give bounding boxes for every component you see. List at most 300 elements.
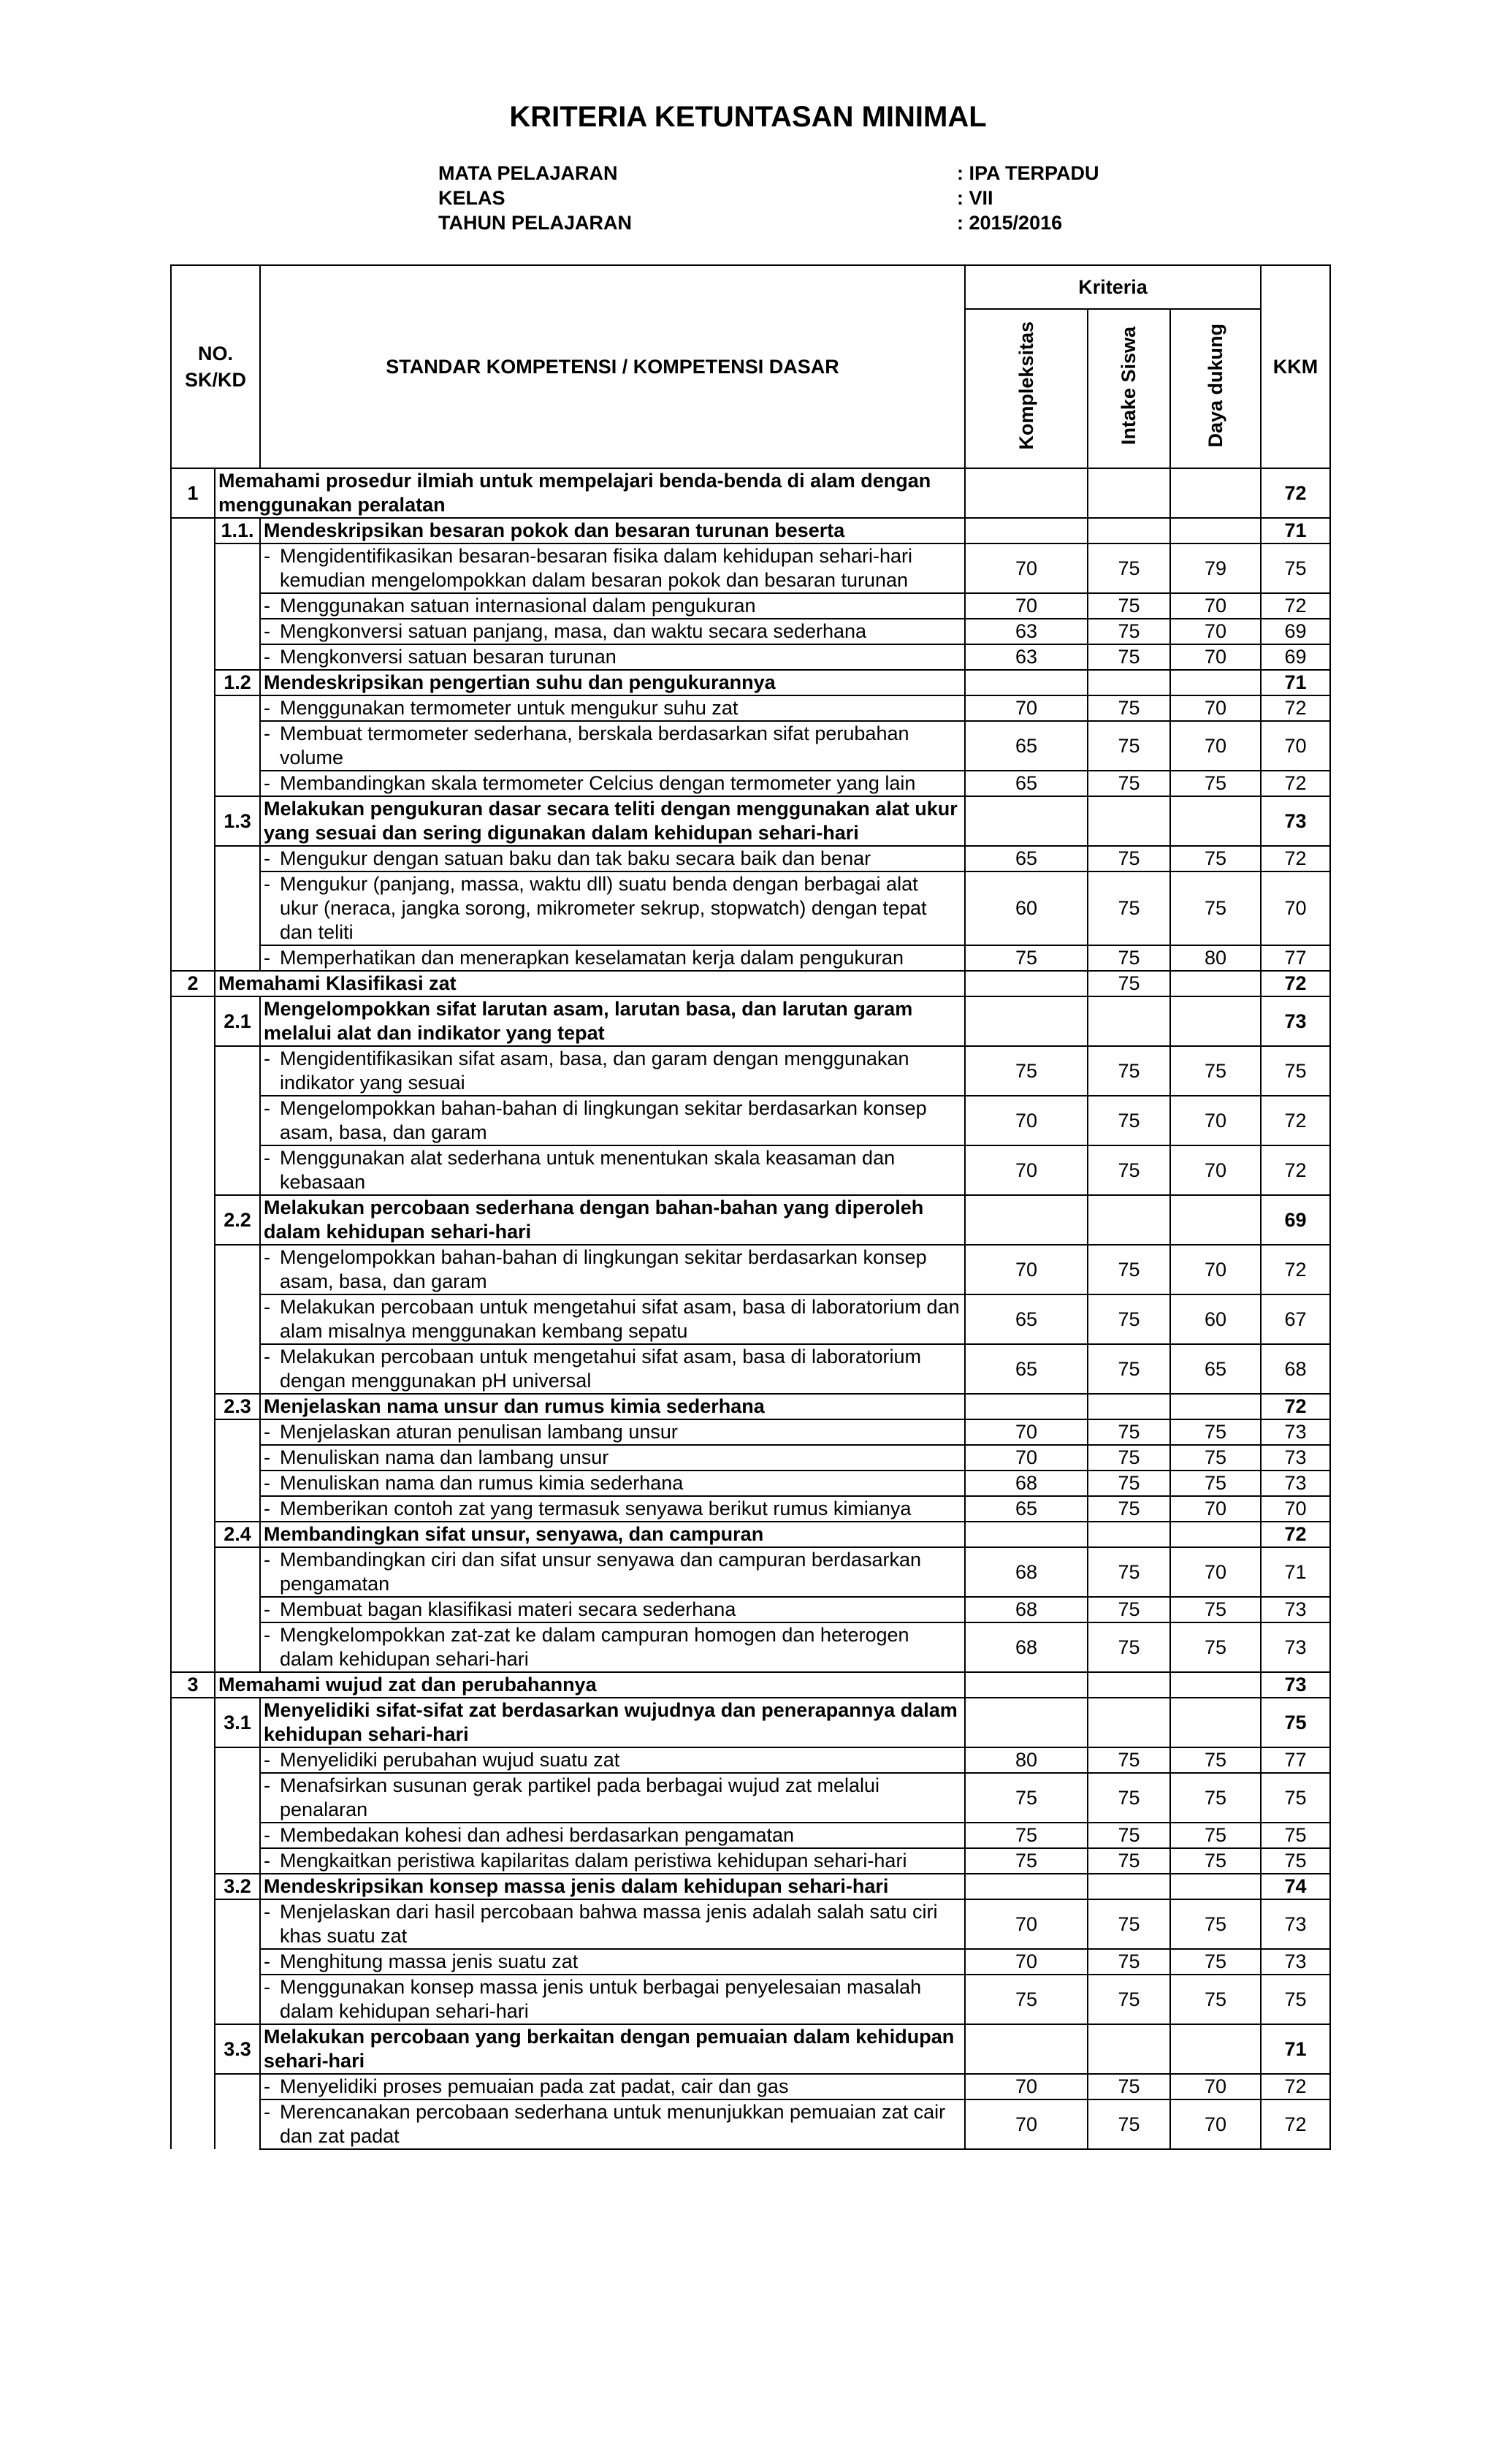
indicator: [264, 1497, 961, 1521]
value-daya: 70: [1170, 1145, 1261, 1195]
table-row: [171, 1245, 1330, 1294]
value-intake: 75: [1088, 619, 1170, 644]
table-row: [171, 1949, 1330, 1975]
value-intake: 75: [1088, 1773, 1170, 1823]
value-daya: 75: [1170, 1597, 1261, 1622]
value-kompleksitas: [965, 796, 1088, 846]
indicator: [264, 1345, 961, 1393]
value-daya: [1170, 670, 1261, 695]
indicator-cell: [260, 1899, 965, 1949]
value-kompleksitas: 63: [965, 644, 1088, 670]
value-intake: 75: [1088, 1975, 1170, 2024]
value-kkm: 69: [1261, 644, 1330, 670]
value-kkm: 73: [1261, 1597, 1330, 1622]
value-kkm: 73: [1261, 1419, 1330, 1445]
value-intake: 75: [1088, 1622, 1170, 1672]
value-daya: 75: [1170, 1747, 1261, 1773]
dash-bullet: -: [264, 1850, 271, 1872]
value-kompleksitas: 70: [965, 1245, 1088, 1294]
value-kkm: 67: [1261, 1294, 1330, 1344]
header-kriteria: Kriteria: [965, 265, 1261, 309]
value-kompleksitas: 65: [965, 1294, 1088, 1344]
dash-bullet: -: [264, 1147, 271, 1169]
kd-text: Mendeskripsikan besaran pokok dan besaran turunan beserta: [260, 518, 965, 543]
value-intake: 75: [1088, 1496, 1170, 1522]
value-kompleksitas: 75: [965, 945, 1088, 971]
indicator-text: Mengelompokkan bahan-bahan di lingkungan sekitar berdasarkan konsep asam, basa, dan garam: [280, 1097, 927, 1143]
value-kkm: 75: [1261, 1046, 1330, 1096]
dash-bullet: -: [264, 1774, 271, 1796]
indicator-cell: [260, 1949, 965, 1975]
sk-text: Memahami prosedur ilmiah untuk mempelajari benda-benda di alam dengan menggunakan peralatan: [215, 468, 965, 518]
table-row: [171, 1195, 1330, 1245]
blank-cell: [171, 1823, 215, 1848]
value-kkm: 72: [1261, 1394, 1330, 1419]
dash-bullet: -: [264, 1246, 271, 1268]
indicator: [264, 1146, 961, 1194]
value-intake: [1088, 1874, 1170, 1899]
value-daya: 75: [1170, 771, 1261, 796]
value-kompleksitas: 65: [965, 771, 1088, 796]
value-kompleksitas: 75: [965, 1046, 1088, 1096]
value-daya: 70: [1170, 1096, 1261, 1145]
dash-bullet: -: [264, 1976, 271, 1998]
value-daya: 80: [1170, 945, 1261, 971]
dash-bullet: -: [264, 1296, 271, 1318]
indicator-cell: [260, 1747, 965, 1773]
value-kkm: 75: [1261, 1975, 1330, 2024]
page-title: KRITERIA KETUNTASAN MINIMAL: [509, 101, 987, 133]
value-daya: 70: [1170, 2099, 1261, 2149]
value-kompleksitas: [965, 518, 1088, 543]
table-row: [171, 1522, 1330, 1547]
value-daya: [1170, 518, 1261, 543]
value-kompleksitas: 70: [965, 1899, 1088, 1949]
value-intake: 75: [1088, 1597, 1170, 1622]
value-daya: 75: [1170, 1949, 1261, 1975]
table-row: [171, 1145, 1330, 1195]
blank-cell: [215, 695, 260, 721]
value-kkm: 72: [1261, 1522, 1330, 1547]
value-intake: [1088, 996, 1170, 1046]
value-intake: 75: [1088, 1949, 1170, 1975]
value-kkm: 73: [1261, 996, 1330, 1046]
value-kkm: 73: [1261, 796, 1330, 846]
value-daya: 75: [1170, 871, 1261, 945]
blank-cell: [171, 945, 215, 971]
blank-cell: [215, 1547, 260, 1597]
indicator-cell: [260, 1245, 965, 1294]
table-row: [171, 644, 1330, 670]
dash-bullet: -: [264, 2075, 271, 2097]
value-kkm: 74: [1261, 1874, 1330, 1899]
indicator: [264, 645, 961, 669]
value-kkm: 73: [1261, 1445, 1330, 1471]
blank-cell: [171, 1597, 215, 1622]
value-kompleksitas: 80: [965, 1747, 1088, 1773]
indicator-text: Memperhatikan dan menerapkan keselamatan kerja dalam pengukuran: [280, 947, 904, 969]
value-kkm: 70: [1261, 871, 1330, 945]
dash-bullet: -: [264, 545, 271, 567]
value-daya: 75: [1170, 846, 1261, 871]
indicator: [264, 1420, 961, 1444]
blank-cell: [171, 1294, 215, 1344]
blank-cell: [171, 1471, 215, 1496]
value-daya: [1170, 1394, 1261, 1419]
value-kompleksitas: [965, 670, 1088, 695]
value-daya: [1170, 2024, 1261, 2074]
indicator: [264, 1975, 961, 2024]
value-kkm: 75: [1261, 1698, 1330, 1747]
value-daya: 70: [1170, 721, 1261, 771]
meta-value: : 2015/2016: [957, 212, 1063, 234]
meta-row: [438, 212, 1099, 237]
value-kompleksitas: 68: [965, 1471, 1088, 1496]
dash-bullet: -: [264, 722, 271, 744]
kd-number: 1.2: [215, 670, 260, 695]
blank-cell: [215, 1899, 260, 1949]
blank-cell: [171, 796, 215, 846]
indicator-cell: [260, 593, 965, 619]
indicator: [264, 1047, 961, 1095]
table-row: [171, 2074, 1330, 2099]
value-kompleksitas: 70: [965, 2099, 1088, 2149]
blank-cell: [171, 1394, 215, 1419]
value-intake: 75: [1088, 644, 1170, 670]
blank-cell: [215, 1848, 260, 1874]
value-kkm: 69: [1261, 619, 1330, 644]
value-daya: 75: [1170, 1848, 1261, 1874]
blank-cell: [171, 1747, 215, 1773]
blank-cell: [171, 721, 215, 771]
indicator: [264, 1849, 961, 1873]
table-row: [171, 619, 1330, 644]
blank-cell: [171, 1899, 215, 1949]
value-daya: [1170, 971, 1261, 996]
value-kkm: 72: [1261, 468, 1330, 518]
value-kkm: 72: [1261, 771, 1330, 796]
indicator-cell: [260, 1294, 965, 1344]
value-kompleksitas: 70: [965, 1445, 1088, 1471]
value-daya: 70: [1170, 695, 1261, 721]
value-intake: [1088, 1195, 1170, 1245]
value-intake: 75: [1088, 871, 1170, 945]
value-intake: 75: [1088, 945, 1170, 971]
meta-label: TAHUN PELAJARAN: [438, 212, 633, 234]
indicator-cell: [260, 695, 965, 721]
header-daya: Daya dukung: [1170, 309, 1261, 468]
indicator: [264, 696, 961, 720]
indicator-text: Menggunakan termometer untuk mengukur suhu zat: [280, 697, 739, 719]
table-row: [171, 1672, 1330, 1698]
kd-number: 2.1: [215, 996, 260, 1046]
dash-bullet: -: [264, 595, 271, 617]
header-intake: Intake Siswa: [1088, 309, 1170, 468]
table-row: [171, 721, 1330, 771]
table-row: [171, 543, 1330, 593]
indicator-text: Menghitung massa jenis suatu zat: [280, 1950, 579, 1972]
value-daya: [1170, 1522, 1261, 1547]
indicator-cell: [260, 945, 965, 971]
meta-value: : VII: [957, 187, 993, 209]
dash-bullet: -: [264, 1749, 271, 1771]
value-kkm: 68: [1261, 1344, 1330, 1394]
indicator-cell: [260, 619, 965, 644]
indicator-text: Membuat bagan klasifikasi materi secara sederhana: [280, 1598, 736, 1620]
value-kompleksitas: 65: [965, 846, 1088, 871]
blank-cell: [215, 1445, 260, 1471]
indicator-text: Mengukur dengan satuan baku dan tak baku secara baik dan benar: [280, 847, 871, 869]
table-row: [171, 1294, 1330, 1344]
indicator-text: Menggunakan satuan internasional dalam pengukuran: [280, 595, 756, 617]
value-intake: 75: [1088, 1344, 1170, 1394]
value-daya: 75: [1170, 1773, 1261, 1823]
value-kompleksitas: [965, 2024, 1088, 2074]
value-daya: 60: [1170, 1294, 1261, 1344]
value-daya: 70: [1170, 644, 1261, 670]
kd-number: 2.2: [215, 1195, 260, 1245]
value-kkm: 73: [1261, 1899, 1330, 1949]
value-intake: 75: [1088, 1419, 1170, 1445]
value-kompleksitas: 70: [965, 1949, 1088, 1975]
value-daya: 75: [1170, 1046, 1261, 1096]
indicator-cell: [260, 1773, 965, 1823]
kd-number: 2.4: [215, 1522, 260, 1547]
table-row: [171, 1419, 1330, 1445]
value-daya: [1170, 796, 1261, 846]
table-row: [171, 1747, 1330, 1773]
kkm-table: [170, 264, 1331, 2150]
indicator: [264, 1623, 961, 1671]
indicator: [264, 1246, 961, 1294]
indicator: [264, 722, 961, 770]
indicator-text: Melakukan percobaan untuk mengetahui sifat asam, basa di laboratorium dengan menggunakan pH universal: [280, 1346, 922, 1392]
value-intake: 75: [1088, 771, 1170, 796]
value-intake: [1088, 1698, 1170, 1747]
sk-text: Memahami Klasifikasi zat: [215, 971, 965, 996]
value-kkm: 72: [1261, 1096, 1330, 1145]
blank-cell: [171, 2024, 215, 2074]
table-row: [171, 1899, 1330, 1949]
blank-cell: [171, 1419, 215, 1445]
kd-number: 1.1.: [215, 518, 260, 543]
indicator-cell: [260, 1445, 965, 1471]
indicator-text: Mengukur (panjang, massa, waktu dll) suatu benda dengan berbagai alat ukur (neraca, jangka sorong, mikrometer sekrup, stopwatch) dengan tepat dan teliti: [280, 873, 927, 943]
value-daya: 79: [1170, 543, 1261, 593]
indicator-cell: [260, 1046, 965, 1096]
indicator-cell: [260, 2099, 965, 2149]
value-kompleksitas: [965, 971, 1088, 996]
value-kkm: 72: [1261, 695, 1330, 721]
value-kompleksitas: 70: [965, 1145, 1088, 1195]
blank-cell: [215, 1471, 260, 1496]
blank-cell: [215, 1344, 260, 1394]
value-daya: 70: [1170, 1245, 1261, 1294]
table-row: [171, 1597, 1330, 1622]
value-kkm: 72: [1261, 1145, 1330, 1195]
blank-cell: [171, 1547, 215, 1597]
value-kompleksitas: 75: [965, 1848, 1088, 1874]
value-daya: 70: [1170, 619, 1261, 644]
indicator-cell: [260, 1496, 965, 1522]
value-kkm: 71: [1261, 1547, 1330, 1597]
indicator: [264, 872, 961, 945]
blank-cell: [171, 644, 215, 670]
indicator-text: Mengkonversi satuan panjang, masa, dan waktu secara sederhana: [280, 620, 867, 642]
sk-number: 3: [171, 1672, 215, 1698]
blank-cell: [171, 1622, 215, 1672]
table-row: [171, 1823, 1330, 1848]
blank-cell: [215, 1622, 260, 1672]
header-no: NO. SK/KD: [171, 265, 260, 468]
value-kkm: 75: [1261, 1823, 1330, 1848]
kd-text: Melakukan pengukuran dasar secara teliti dengan menggunakan alat ukur yang sesuai dan sering digunakan dalam kehidupan sehari-hari: [260, 796, 965, 846]
sk-number: 1: [171, 468, 215, 518]
value-intake: 75: [1088, 543, 1170, 593]
blank-cell: [171, 1496, 215, 1522]
indicator: [264, 2100, 961, 2148]
value-kompleksitas: 70: [965, 695, 1088, 721]
value-kompleksitas: [965, 1394, 1088, 1419]
blank-cell: [171, 518, 215, 543]
indicator-cell: [260, 771, 965, 796]
blank-cell: [171, 1245, 215, 1294]
blank-cell: [215, 1773, 260, 1823]
indicator-text: Mengkaitkan peristiwa kapilaritas dalam peristiwa kehidupan sehari-hari: [280, 1850, 907, 1872]
value-kkm: 75: [1261, 1848, 1330, 1874]
indicator-cell: [260, 1419, 965, 1445]
indicator-cell: [260, 1975, 965, 2024]
value-daya: 75: [1170, 1899, 1261, 1949]
value-intake: 75: [1088, 1145, 1170, 1195]
indicator-cell: [260, 1344, 965, 1394]
value-kompleksitas: [965, 1522, 1088, 1547]
table-row: [171, 2024, 1330, 2074]
table-row: [171, 945, 1330, 971]
value-kompleksitas: 70: [965, 543, 1088, 593]
value-daya: [1170, 1698, 1261, 1747]
value-kkm: 72: [1261, 593, 1330, 619]
dash-bullet: -: [264, 1950, 271, 1972]
indicator-text: Melakukan percobaan untuk mengetahui sifat asam, basa di laboratorium dan alam misalnya menggunakan kembang sepatu: [280, 1296, 960, 1342]
dash-bullet: -: [264, 772, 271, 794]
blank-cell: [171, 771, 215, 796]
blank-cell: [215, 543, 260, 593]
header-kompleksitas: Kompleksitas: [965, 309, 1088, 468]
value-intake: 75: [1088, 1899, 1170, 1949]
dash-bullet: -: [264, 1598, 271, 1620]
table-row: [171, 1096, 1330, 1145]
value-daya: 75: [1170, 1445, 1261, 1471]
meta-label: MATA PELAJARAN: [438, 162, 618, 184]
indicator: [264, 619, 961, 644]
table-row: [171, 695, 1330, 721]
value-kkm: 70: [1261, 721, 1330, 771]
value-daya: 70: [1170, 593, 1261, 619]
blank-cell: [171, 1046, 215, 1096]
blank-cell: [215, 593, 260, 619]
indicator-text: Mengkelompokkan zat-zat ke dalam campuran homogen dan heterogen dalam kehidupan sehari-hari: [280, 1624, 909, 1670]
indicator-cell: [260, 1597, 965, 1622]
value-kkm: 72: [1261, 971, 1330, 996]
table-row: [171, 593, 1330, 619]
value-kkm: 73: [1261, 1672, 1330, 1698]
value-kompleksitas: 60: [965, 871, 1088, 945]
value-kompleksitas: 65: [965, 1344, 1088, 1394]
blank-cell: [171, 871, 215, 945]
indicator: [264, 1548, 961, 1596]
value-kkm: 70: [1261, 1496, 1330, 1522]
value-intake: [1088, 2024, 1170, 2074]
blank-cell: [171, 543, 215, 593]
indicator: [264, 1446, 961, 1470]
value-kkm: 71: [1261, 2024, 1330, 2074]
value-daya: [1170, 468, 1261, 518]
sk-number: 2: [171, 971, 215, 996]
indicator-cell: [260, 721, 965, 771]
indicator: [264, 594, 961, 618]
table-row: [171, 1394, 1330, 1419]
value-kompleksitas: 75: [965, 1773, 1088, 1823]
value-kompleksitas: 68: [965, 1547, 1088, 1597]
value-kompleksitas: 70: [965, 1096, 1088, 1145]
dash-bullet: -: [264, 947, 271, 969]
kd-text: Mendeskripsikan pengertian suhu dan pengukurannya: [260, 670, 965, 695]
value-daya: 70: [1170, 2074, 1261, 2099]
indicator-text: Mengidentifikasikan besaran-besaran fisika dalam kehidupan sehari-hari kemudian mengelompokkan dalam besaran pokok dan besaran turunan: [280, 545, 913, 591]
value-intake: 75: [1088, 1096, 1170, 1145]
table-row: [171, 1848, 1330, 1874]
indicator-text: Membuat termometer sederhana, berskala berdasarkan sifat perubahan volume: [280, 722, 909, 768]
blank-cell: [215, 1496, 260, 1522]
indicator-cell: [260, 644, 965, 670]
table-row: [171, 1445, 1330, 1471]
indicator-text: Membandingkan ciri dan sifat unsur senyawa dan campuran berdasarkan pengamatan: [280, 1549, 922, 1595]
value-kkm: 73: [1261, 1622, 1330, 1672]
value-daya: 75: [1170, 1975, 1261, 2024]
value-daya: 75: [1170, 1823, 1261, 1848]
value-kompleksitas: [965, 1698, 1088, 1747]
indicator-text: Menyelidiki proses pemuaian pada zat padat, cair dan gas: [280, 2075, 789, 2097]
value-daya: 75: [1170, 1419, 1261, 1445]
indicator-text: Menggunakan konsep massa jenis untuk berbagai penyelesaian masalah dalam kehidupan sehari-hari: [280, 1976, 922, 2022]
dash-bullet: -: [264, 1346, 271, 1368]
dash-bullet: -: [264, 1624, 271, 1646]
meta-value: : IPA TERPADU: [957, 162, 1099, 184]
header-kkm: KKM: [1261, 265, 1330, 468]
value-kompleksitas: 65: [965, 721, 1088, 771]
value-intake: 75: [1088, 1294, 1170, 1344]
meta-label: KELAS: [438, 187, 505, 209]
header-standar: STANDAR KOMPETENSI / KOMPETENSI DASAR: [260, 265, 965, 468]
blank-cell: [215, 2099, 260, 2149]
indicator-cell: [260, 543, 965, 593]
kd-number: 2.3: [215, 1394, 260, 1419]
blank-cell: [215, 1096, 260, 1145]
value-intake: 75: [1088, 1046, 1170, 1096]
table-body: [171, 468, 1330, 2149]
meta-row: [438, 162, 1099, 187]
value-intake: 75: [1088, 971, 1170, 996]
value-kompleksitas: 75: [965, 1823, 1088, 1848]
value-kkm: 71: [1261, 670, 1330, 695]
indicator-cell: [260, 1547, 965, 1597]
kd-text: Membandingkan sifat unsur, senyawa, dan campuran: [260, 1522, 965, 1547]
value-intake: 75: [1088, 846, 1170, 871]
blank-cell: [171, 2074, 215, 2099]
value-daya: [1170, 1874, 1261, 1899]
indicator: [264, 544, 961, 592]
